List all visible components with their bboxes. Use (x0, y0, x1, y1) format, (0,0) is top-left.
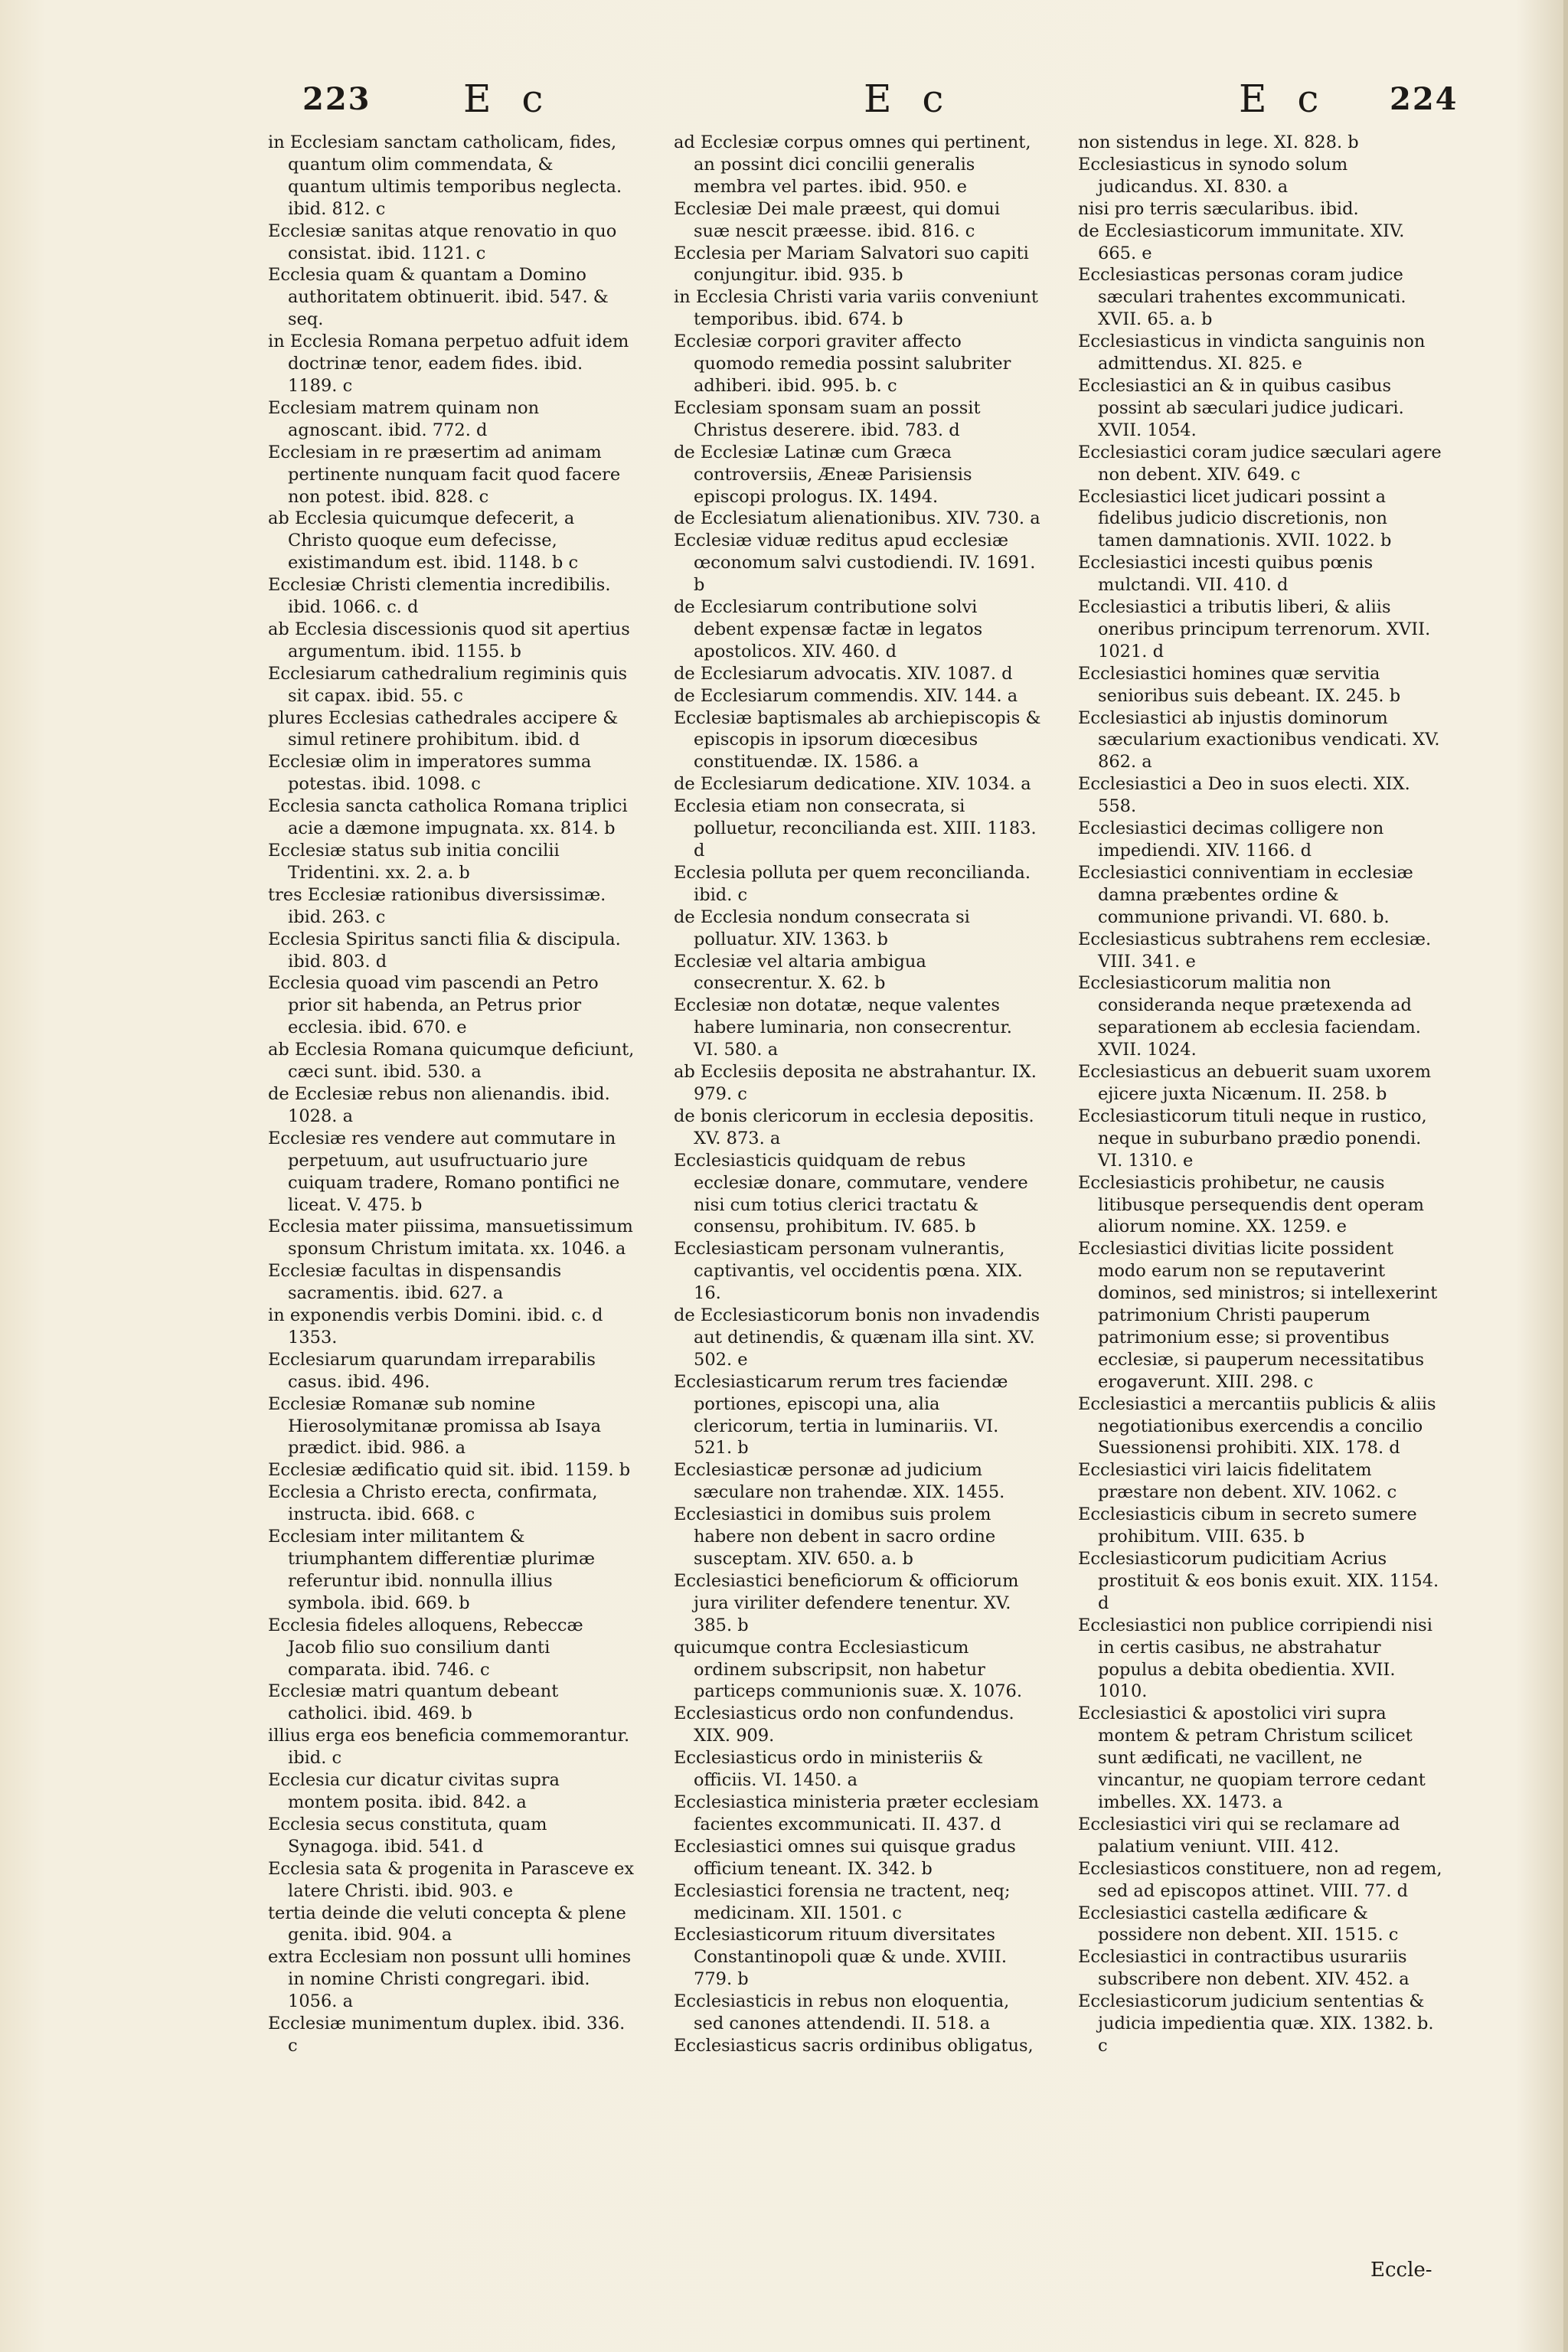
index-entry: Ecclesiam in re præsertim ad animam pertinente nunquam facit quod facere non potest. ibid. 828. c (268, 442, 621, 507)
index-entry: de Ecclesia nondum consecrata si polluatur. XIV. 1363. b (674, 906, 970, 949)
page-edge-shadow (1563, 0, 1568, 2352)
index-entry: Ecclesiasticis cibum in secreto sumere prohibitum. VIII. 635. b (1078, 1504, 1417, 1547)
index-entry: Ecclesiæ non dotatæ, neque valentes habere luminaria, non consecrentur. VI. 580. a (674, 995, 1012, 1060)
index-entry: de Ecclesiarum commendis. XIV. 144. a (674, 685, 1018, 706)
index-entry: Ecclesiastici castella ædificare & possidere non debent. XII. 1515. c (1078, 1903, 1399, 1945)
index-entry: Ecclesiastici a mercantiis publicis & aliis negotiationibus exercendis a concilio Suessionensi prohibiti. XIX. 178. d (1078, 1393, 1436, 1459)
index-entry: nisi pro terris sæcularibus. ibid. (1078, 198, 1359, 219)
index-entry: Ecclesiæ facultas in dispensandis sacramentis. ibid. 627. a (268, 1261, 562, 1304)
index-entry: Ecclesiæ viduæ reditus apud ecclesiæ œconomum salvi custodiendi. IV. 1691. b (674, 531, 1036, 596)
index-entry: Ecclesiarum cathedralium regiminis quis sit capax. ibid. 55. c (268, 663, 628, 706)
index-entry: Ecclesiastici omnes sui quisque gradus officium teneant. IX. 342. b (674, 1836, 1016, 1879)
index-entry: Ecclesiasticorum judicium sententias & judicia impedientia quæ. XIX. 1382. b. c (1078, 1991, 1434, 2056)
index-entry: Ecclesiasticorum rituum diversitates Constantinopoli quæ & unde. XVIII. 779. b (674, 1925, 1007, 1990)
index-entry: Ecclesiastici beneficiorum & officiorum jura viriliter defendere tenentur. XV. 385. b (674, 1570, 1019, 1635)
index-entry: Ecclesiasticorum pudicitiam Acrius prostituit & eos bonis exuit. XIX. 1154. d (1078, 1549, 1439, 1613)
index-entry: in Ecclesiam sanctam catholicam, fides, quantum olim commendata, & quantum ultimis temporibus neglecta. ibid. 812. c (268, 132, 622, 219)
index-entry: Ecclesiastici decimas colligere non impediendi. XIV. 1166. d (1078, 818, 1384, 861)
index-entry: Ecclesia secus constituta, quam Synagoga. ibid. 541. d (268, 1814, 547, 1857)
index-entry: Ecclesiam sponsam suam an possit Christus deserere. ibid. 783. d (674, 397, 981, 440)
index-entry: Ecclesiastici viri qui se reclamare ad palatium veniunt. VIII. 412. (1078, 1814, 1400, 1857)
index-entry: Ecclesiæ Romanæ sub nomine Hierosolymitanæ promissa ab Isaya prædict. ibid. 986. a (268, 1393, 602, 1459)
index-entry: Ecclesiæ sanitas atque renovatio in quo consistat. ibid. 1121. c (268, 220, 617, 263)
index-entry: Ecclesia sata & progenita in Parasceve ex latere Christi. ibid. 903. e (268, 1858, 635, 1901)
index-column-2 (674, 132, 1041, 2057)
index-entry: Ecclesia sancta catholica Romana triplici acie a dæmone impugnata. xx. 814. b (268, 796, 628, 839)
index-entry: Ecclesiæ olim in imperatores summa potestas. ibid. 1098. c (268, 752, 592, 795)
page-number-right: 224 (1390, 81, 1459, 117)
index-entry: Ecclesiastici viri laicis fidelitatem præstare non debent. XIV. 1062. c (1078, 1460, 1397, 1503)
index-entry: Ecclesiæ Christi clementia incredibilis. ibid. 1066. c. d (268, 575, 611, 618)
index-entry: Ecclesiasticam personam vulnerantis, captivantis, vel occidentis pœna. XIX. 16. (674, 1239, 1023, 1304)
index-entry: Ecclesiastici non publice corripiendi nisi in certis casibus, ne abstrahatur populus a debita obedientia. XVII. 1010. (1078, 1615, 1432, 1702)
index-entry: Ecclesiastici a tributis liberi, & aliis oneribus principum terrenorum. XVII. 1021. d (1078, 597, 1431, 662)
index-entry: Ecclesia cur dicatur civitas supra montem posita. ibid. 842. a (268, 1770, 560, 1812)
index-entry: Ecclesiæ vel altaria ambigua consecrentur. X. 62. b (674, 951, 926, 994)
index-entry: de Ecclesiasticorum immunitate. XIV. 665. e (1078, 220, 1405, 263)
index-entry: Ecclesiæ corpori graviter affecto quomodo remedia possint salubriter adhiberi. ibid. 995. b. c (674, 332, 1011, 396)
index-entry: Ecclesiam inter militantem & triumphantem differentiæ plurimæ referuntur ibid. nonnulla illius symbola. ibid. 669. b (268, 1527, 595, 1613)
index-entry: ab Ecclesia discessionis quod sit apertius argumentum. ibid. 1155. b (268, 619, 630, 662)
running-head-2: E c (864, 77, 953, 121)
index-entry: Ecclesiastici in domibus suis prolem habere non debent in sacro ordine susceptam. XIV. 650. a. b (674, 1504, 996, 1569)
index-entry: Ecclesiasticis prohibetur, ne causis litibusque persequendis dent operam aliorum nomine. XX. 1259. e (1078, 1172, 1424, 1237)
running-head-1: E c (463, 77, 553, 121)
catchword: Eccle- (1370, 2259, 1432, 2282)
index-entry: Ecclesiæ baptismales ab archiepiscopis & episcopis in ipsorum diœcesibus constituendæ. IX. 1586. a (674, 707, 1041, 773)
index-entry: Ecclesiasticæ personæ ad judicium sæculare non trahendæ. XIX. 1455. (674, 1460, 1005, 1503)
index-entry: Ecclesia Spiritus sancti filia & discipula. ibid. 803. d (268, 929, 621, 972)
index-entry: Ecclesiæ munimentum duplex. ibid. 336. c (268, 2014, 626, 2056)
index-entry: de Ecclesiarum contributione solvi debent expensæ factæ in legatos apostolicos. XIV. 460. d (674, 597, 983, 662)
index-entry: de Ecclesiæ Latinæ cum Græca controversiis, Æneæ Parisiensis episcopi prologus. IX. 1494. (674, 442, 972, 507)
page-header (0, 77, 1568, 130)
index-entry: de Ecclesiarum advocatis. XIV. 1087. d (674, 663, 1013, 684)
index-entry: de bonis clericorum in ecclesia depositis. XV. 873. a (674, 1106, 1034, 1148)
index-entry: Ecclesiasticas personas coram judice sæculari trahentes excommunicati. XVII. 65. a. b (1078, 265, 1406, 330)
index-entry: Ecclesiam matrem quinam non agnoscant. ibid. 772. d (268, 397, 540, 440)
index-entry: tres Ecclesiæ rationibus diversissimæ. ibid. 263. c (268, 884, 606, 927)
index-entry: Ecclesiastici homines quæ servitia senioribus suis debeant. IX. 245. b (1078, 663, 1401, 706)
index-entry: Ecclesiasticis quidquam de rebus ecclesiæ donare, commutare, vendere nisi cum totius clerici tractatu & consensu, prohibitum. IV. 685. b (674, 1150, 1028, 1237)
index-entry: ab Ecclesiis deposita ne abstrahantur. IX. 979. c (674, 1062, 1037, 1104)
index-entry: Ecclesiastici conniventiam in ecclesiæ damna præbentes ordine & communione privandi. VI. 680. b. (1078, 862, 1413, 927)
index-entry: Ecclesiæ matri quantum debeant catholici. ibid. 469. b (268, 1681, 559, 1724)
index-entry: Ecclesiastici forensia ne tractent, neq; medicinam. XII. 1501. c (674, 1880, 1011, 1923)
index-entry: plures Ecclesias cathedrales accipere & simul retinere prohibitum. ibid. d (268, 707, 619, 750)
index-entry: in Ecclesia Christi varia variis conveniunt temporibus. ibid. 674. b (674, 287, 1038, 330)
index-entry: Ecclesiastici coram judice sæculari agere non debent. XIV. 649. c (1078, 442, 1442, 485)
index-entry: Ecclesiastici licet judicari possint a fidelibus judicio discretionis, non tamen damnationis. XVII. 1022. b (1078, 486, 1392, 551)
index-entry: Ecclesiastica ministeria præter ecclesiam facientes excommunicati. II. 437. d (674, 1792, 1039, 1834)
index-column-3 (1078, 132, 1446, 2057)
index-entry: de Ecclesiarum dedicatione. XIV. 1034. a (674, 774, 1031, 795)
index-entry: Ecclesiasticorum malitia non consideranda neque prætexenda ad separationem ab ecclesia faciendam. XVII. 1024. (1078, 973, 1421, 1060)
index-entry: Ecclesiasticus in synodo solum judicandus. XI. 830. a (1078, 154, 1348, 197)
index-entry: Ecclesia etiam non consecrata, si polluetur, reconcilianda est. XIII. 1183. d (674, 796, 1037, 861)
index-entry: in Ecclesia Romana perpetuo adfuit idem doctrinæ tenor, eadem fides. ibid. 1189. c (268, 332, 629, 396)
index-entry: Ecclesia fideles alloquens, Rebeccæ Jacob filio suo consilium danti comparata. ibid. 746. c (268, 1615, 583, 1680)
index-entry: illius erga eos beneficia commemorantur. ibid. c (268, 1726, 630, 1769)
index-entry: tertia deinde die veluti concepta & plene genita. ibid. 904. a (268, 1903, 626, 1945)
index-entry: de Ecclesiatum alienationibus. XIV. 730. a (674, 508, 1040, 529)
index-entry: Ecclesiæ res vendere aut commutare in perpetuum, aut usufructuario jure cuiquam tradere, Romano pontifici ne liceat. V. 475. b (268, 1128, 620, 1215)
index-entry: in exponendis verbis Domini. ibid. c. d 1353. (268, 1305, 603, 1348)
index-entry: Ecclesiasticus in vindicta sanguinis non admittendus. XI. 825. e (1078, 332, 1426, 374)
index-entry: quicumque contra Ecclesiasticum ordinem subscripsit, non habetur particeps communionis suæ. X. 1076. (674, 1637, 1022, 1702)
index-entry: Ecclesiastici & apostolici viri supra montem & petram Christum scilicet sunt ædificati, ne vacillent, ne vincantur, ne quopiam terrore cedant imbelles. XX. 1473. a (1078, 1704, 1426, 1812)
index-entry: ab Ecclesia quicumque defecerit, a Christo quoque eum defecisse, existimandum est. ibid. 1148. b c (268, 508, 579, 573)
page-number-left: 223 (302, 81, 371, 117)
index-entry: Ecclesiasticos constituere, non ad regem, sed ad episcopos attinet. VIII. 77. d (1078, 1858, 1442, 1901)
index-entry: Ecclesiastici ab injustis dominorum sæcularium exactionibus vendicati. XV. 862. a (1078, 707, 1440, 773)
index-entry: Ecclesiastici a Deo in suos electi. XIX. 558. (1078, 774, 1410, 817)
index-entry: Ecclesiasticis in rebus non eloquentia, sed canones attendendi. II. 518. a (674, 1991, 1010, 2034)
index-entry: Ecclesia a Christo erecta, confirmata, instructa. ibid. 668. c (268, 1482, 598, 1525)
index-entry: Ecclesiasticus subtrahens rem ecclesiæ. VIII. 341. e (1078, 929, 1432, 972)
index-entry: Ecclesiastici in contractibus usurariis subscribere non debent. XIV. 452. a (1078, 1947, 1410, 1990)
index-entry: Ecclesiastici incesti quibus pœnis mulctandi. VII. 410. d (1078, 553, 1374, 596)
index-entry: Ecclesiastici divitias licite possident modo earum non se reputaverint dominos, sed ministros; si intellexerint patrimonium Christi pauperum patrimonium esse; si proventibus ecclesiæ, si pauperum necessitatibus erogaverunt. XIII. 298. c (1078, 1239, 1438, 1392)
index-entry: non sistendus in lege. XI. 828. b (1078, 132, 1359, 152)
index-entry: Ecclesiasticus sacris ordinibus obligatus, (674, 2035, 1034, 2056)
index-column-1 (268, 132, 635, 2057)
running-head-3: E c (1239, 77, 1328, 121)
index-entry: Ecclesiasticus an debuerit suam uxorem ejicere juxta Nicænum. II. 258. b (1078, 1062, 1432, 1104)
index-entry: Ecclesiasticus ordo non confundendus. XIX. 909. (674, 1704, 1014, 1746)
index-entry: Ecclesiæ status sub initia concilii Tridentini. xx. 2. a. b (268, 841, 560, 883)
index-entry: Ecclesiasticarum rerum tres faciendæ portiones, episcopi una, alia clericorum, tertia in luminariis. VI. 521. b (674, 1371, 1008, 1459)
index-entry: ab Ecclesia Romana quicumque deficiunt, cæci sunt. ibid. 530. a (268, 1040, 635, 1083)
index-entry: ad Ecclesiæ corpus omnes qui pertinent, an possint dici concilii generalis membra vel partes. ibid. 950. e (674, 132, 1031, 197)
index-entry: Ecclesiasticus ordo in ministeriis & officiis. VI. 1450. a (674, 1748, 984, 1791)
index-entry: Ecclesia quam & quantam a Domino authoritatem obtinuerit. ibid. 547. & seq. (268, 265, 609, 330)
index-entry: Ecclesiæ Dei male præest, qui domui suæ nescit præesse. ibid. 816. c (674, 198, 1001, 241)
index-entry: de Ecclesiæ rebus non alienandis. ibid. 1028. a (268, 1083, 610, 1126)
index-entry: Ecclesia polluta per quem reconcilianda. ibid. c (674, 862, 1031, 905)
index-entry: Ecclesiæ ædificatio quid sit. ibid. 1159. b (268, 1460, 631, 1481)
index-entry: Ecclesiarum quarundam irreparabilis casus. ibid. 496. (268, 1349, 596, 1392)
index-entry: de Ecclesiasticorum bonis non invadendis aut detinendis, & quænam illa sint. XV. 502. e (674, 1305, 1040, 1370)
index-entry: Ecclesiasticorum tituli neque in rustico, neque in suburbano prædio ponendi. VI. 1310. e (1078, 1106, 1427, 1171)
index-entry: extra Ecclesiam non possunt ulli homines in nomine Christi congregari. ibid. 1056. a (268, 1947, 632, 2012)
index-entry: Ecclesia per Mariam Salvatori suo capiti conjungitur. ibid. 935. b (674, 243, 1029, 286)
index-entry: Ecclesiastici an & in quibus casibus possint ab sæculari judice judicari. XVII. 1054. (1078, 375, 1404, 440)
index-entry: Ecclesia mater piissima, mansuetissimum sponsum Christum imitata. xx. 1046. a (268, 1217, 633, 1259)
index-entry: Ecclesia quoad vim pascendi an Petro prior sit habenda, an Petrus prior ecclesia. ibid. 670. e (268, 973, 599, 1038)
